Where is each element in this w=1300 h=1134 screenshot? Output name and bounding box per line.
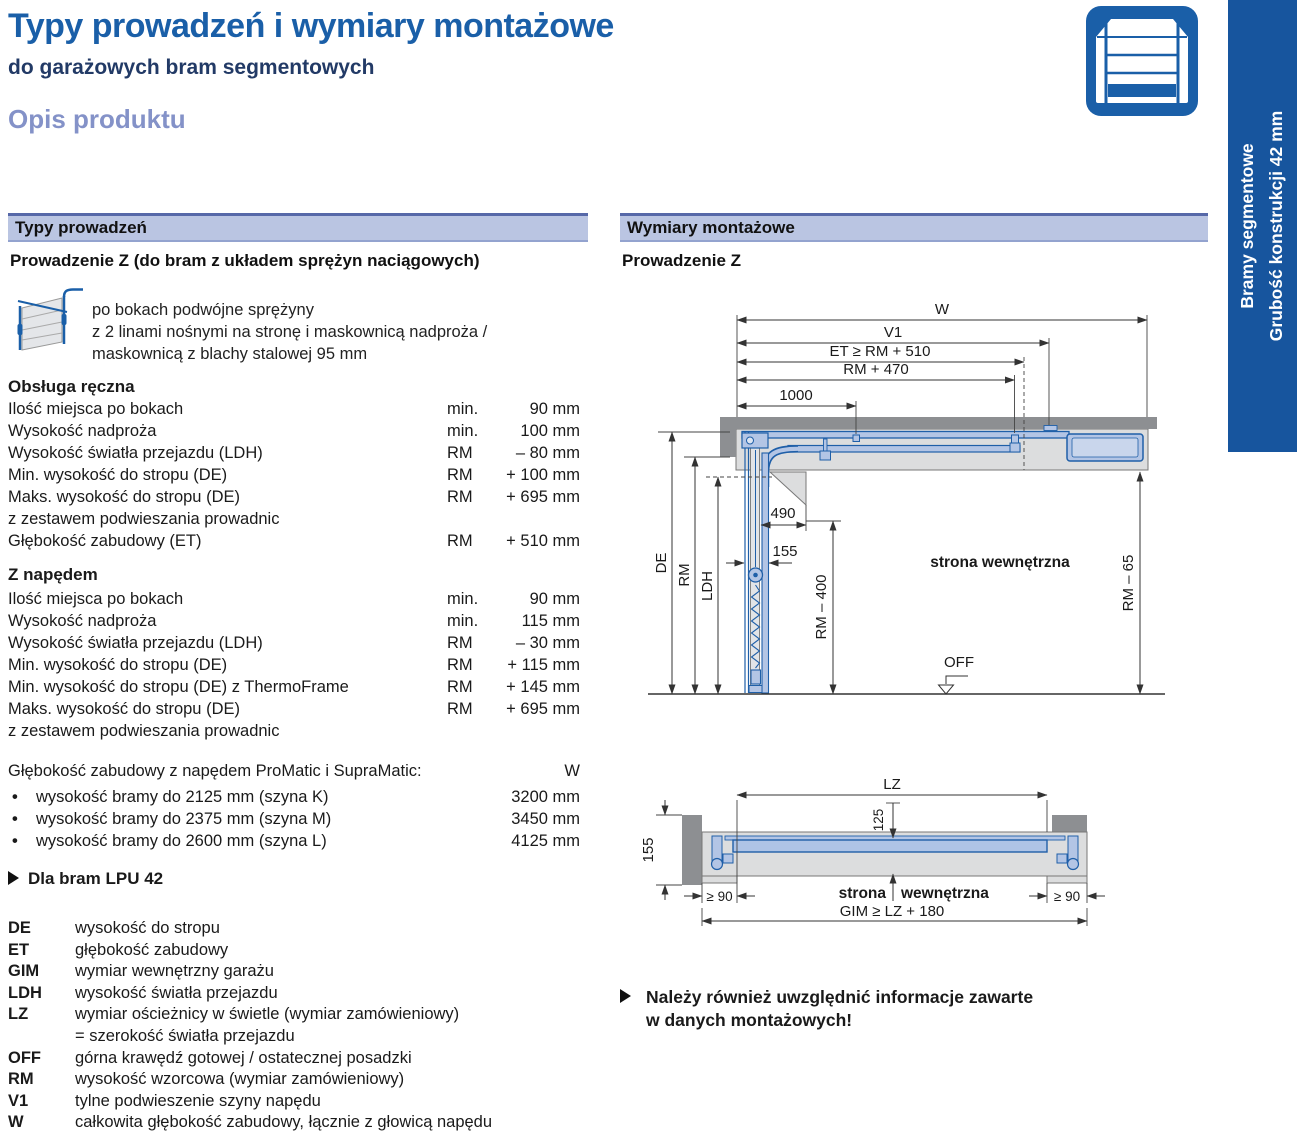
bullet-icon (8, 808, 36, 830)
off-symbol (946, 676, 968, 684)
dim-label-v1: V1 (883, 324, 903, 341)
powered-table (8, 588, 580, 742)
roller-right (1068, 859, 1079, 870)
track-z-description-line3: maskownicą z blachy stalowej 95 mm (92, 345, 368, 363)
right-section-header (620, 213, 1208, 242)
dim-label-rm400: RM – 400 (813, 574, 830, 640)
bullet-icon (8, 786, 36, 808)
table-row: z zestawem podwieszania prowadnic (8, 510, 280, 528)
left-section-header (8, 213, 588, 242)
powered-table-title: Z napędem (8, 565, 98, 584)
dim-label-rm470: RM + 470 (843, 361, 909, 378)
off-label: OFF (944, 654, 974, 671)
dim-label-lz: LZ (883, 776, 901, 793)
dim-label-de: DE (653, 552, 670, 574)
triangle-bullet-icon (8, 871, 19, 885)
page-title: Typy prowadzeń i wymiary montażowe (8, 7, 614, 45)
reveal-right (1047, 876, 1087, 883)
manual-table-title: Obsługa ręczna (8, 377, 135, 396)
for-doors-note: Dla bram LPU 42 (8, 868, 163, 891)
list-item: • wysokość bramy do 2375 mm (szyna M) 3450 mm (8, 808, 580, 830)
section-title: Opis produktu (8, 104, 186, 134)
dim-label-gim: GIM ≥ LZ + 180 (839, 903, 945, 920)
list-item: • wysokość bramy do 2125 mm (szyna K) 3200 mm (8, 786, 580, 808)
corner-gusset (770, 472, 806, 505)
ceiling-band (736, 417, 1157, 429)
table-row: Ilość miejsca po bokach min. 90 mm (8, 590, 580, 608)
side-tab-line1: Bramy segmentowe (1237, 143, 1257, 309)
legend-row: LDH wysokość światła przejazdu (8, 983, 278, 1002)
track-z-description-line1: po bokach podwójne sprężyny (92, 301, 314, 319)
abbreviation-legend (8, 918, 588, 1134)
dim-label-90-left: ≥ 90 (706, 889, 733, 904)
table-row: Ilość miejsca po bokach min. 90 mm (8, 400, 580, 418)
bullet-icon (8, 830, 36, 852)
table-row: z zestawem podwieszania prowadnic (8, 722, 280, 740)
track-z-description (92, 299, 592, 365)
dim-label-1000: 1000 (779, 387, 813, 404)
track-type-z-icon (10, 288, 84, 356)
plan-section-diagram (640, 770, 1120, 965)
dim-label-w: W (934, 301, 950, 318)
dim-label-90-right: ≥ 90 (1053, 889, 1081, 904)
dim-label-ldh: LDH (699, 570, 716, 602)
dim-label-rm: RM (676, 563, 693, 587)
drive-depth-block (8, 760, 580, 852)
side-tab-line2: Grubość konstrukcji 42 mm (1266, 110, 1286, 342)
installation-note-line2: w danych montażowych! (646, 1010, 853, 1030)
lintel-block (720, 417, 736, 457)
legend-row: DE wysokość do stropu (8, 919, 220, 937)
legend-row: V1 tylne podwieszenie szyny napędu (8, 1091, 321, 1110)
manual-table (8, 398, 580, 552)
roller-left (712, 859, 723, 870)
legend-row: OFF górna krawędź gotowej / ostatecznej posadzki (8, 1048, 412, 1067)
table-row: Maks. wysokość do stropu (DE) RM + 695 mm (8, 488, 580, 506)
wall-block-left (682, 815, 702, 885)
vertical-track (762, 453, 769, 693)
track-end-bracket (1012, 435, 1019, 443)
legend-row: W całkowita głębokość zabudowy, łącznie z głowicą napędu (8, 1113, 493, 1132)
table-row: Wysokość nadproża min. 115 mm (8, 612, 580, 630)
table-row: Maks. wysokość do stropu (DE) RM + 695 mm (8, 700, 580, 718)
dim-label-155: 155 (772, 543, 798, 560)
rear-suspension-clip (1044, 426, 1057, 431)
inside-label-right: wewnętrzna (901, 885, 989, 902)
legend-row: LZ wymiar ościeżnicy w świetle (wymiar zamówieniowy) (8, 1005, 460, 1024)
cable-drum-console (742, 433, 768, 448)
installation-note (620, 986, 1180, 1032)
table-row: Wysokość nadproża min. 100 mm (8, 422, 580, 440)
inside-label-left: strona (838, 885, 886, 902)
side-section-diagram (620, 295, 1215, 740)
table-row: Wysokość światła przejazdu (LDH) RM – 80 mm (8, 444, 580, 462)
legend-row: = szerokość światła przejazdu (75, 1026, 295, 1045)
dim-label-125: 125 (871, 808, 886, 832)
table-row: Min. wysokość do stropu (DE) RM + 100 mm (8, 466, 580, 484)
inside-label: strona wewnętrzna (930, 554, 1070, 571)
dim-label-rm65: RM – 65 (1120, 554, 1137, 612)
dim-label-490: 490 (770, 505, 796, 522)
left-section-header-label: Typy prowadzeń (15, 218, 147, 237)
table-row: Min. wysokość do stropu (DE) RM + 115 mm (8, 656, 580, 674)
track-hanger (824, 439, 828, 451)
side-tab-text (1228, 0, 1297, 452)
bottom-fitting (751, 670, 761, 684)
table-row: Min. wysokość do stropu (DE) z ThermoFrame RM + 145 mm (8, 678, 580, 696)
table-row: Głębokość zabudowy (ET) RM + 510 mm (8, 532, 580, 550)
side-tab (1228, 0, 1297, 452)
dim-label-155-plan: 155 (640, 837, 657, 863)
right-subheader: Prowadzenie Z (622, 251, 742, 270)
door-panel-plan (733, 840, 1047, 852)
left-subheader: Prowadzenie Z (do bram z układem sprężyn naciągowych) (10, 251, 480, 270)
sectional-door-icon (1086, 6, 1198, 116)
triangle-bullet-icon (620, 989, 631, 1003)
right-section-header-label: Wymiary montażowe (627, 218, 795, 237)
reveal-left (702, 876, 737, 883)
legend-row: RM wysokość wzorcowa (wymiar zamówieniowy) (8, 1070, 405, 1089)
installation-note-line1: Należy również uwzględnić informacje zawarte (646, 987, 1034, 1007)
dim-label-et: ET ≥ RM + 510 (829, 343, 931, 360)
table-row: Wysokość światła przejazdu (LDH) RM – 30 mm (8, 634, 580, 652)
track-z-description-line2: z 2 linami nośnymi na stronę i maskownicą nadproża / (92, 323, 488, 341)
page-subtitle: do garażowych bram segmentowych (8, 56, 375, 79)
legend-row: ET głębokość zabudowy (8, 940, 229, 959)
rail-suspension-bracket (853, 435, 860, 442)
drive-rail (742, 432, 1069, 439)
list-item: • wysokość bramy do 2600 mm (szyna L) 4125 mm (8, 830, 580, 852)
legend-row: GIM wymiar wewnętrzny garażu (8, 962, 274, 981)
drive-depth-intro: Głębokość zabudowy z napędem ProMatic i SupraMatic: W (8, 762, 580, 780)
